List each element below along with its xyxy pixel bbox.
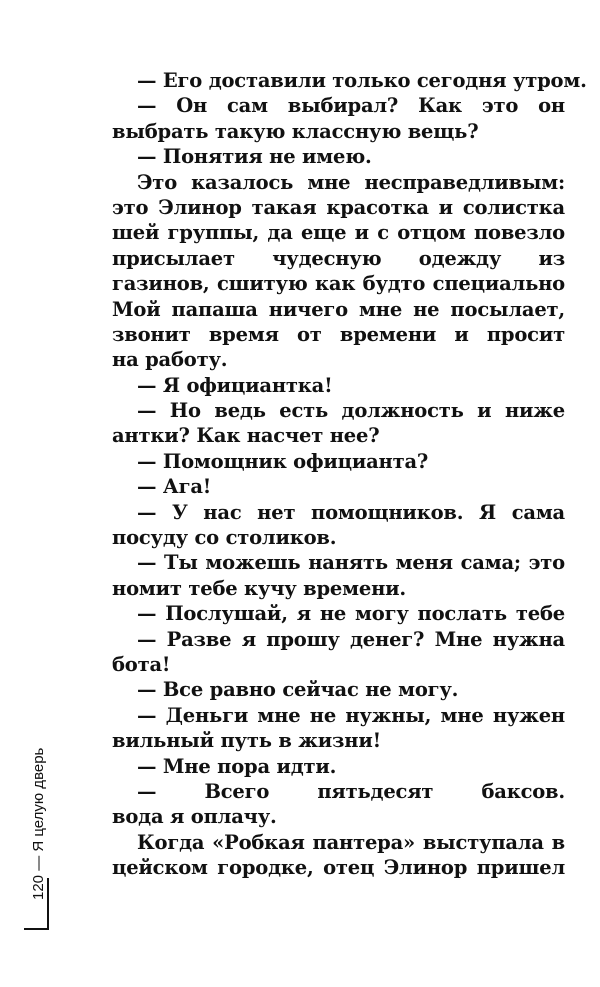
- text-line: Когда «Робкая пантера» выступала в: [137, 830, 565, 854]
- text-line: присылает чудесную одежду из: [112, 246, 565, 270]
- text-line: — Разве я прошу денег? Мне нужна: [137, 627, 565, 651]
- text-line: цейском городке, отец Элинор пришел: [112, 856, 565, 880]
- text-line: — Все равно сейчас не могу.: [137, 678, 459, 702]
- text-line: — Понятия не имею.: [137, 145, 372, 169]
- text-line: звонит время от времени и просит: [112, 322, 565, 346]
- text-line: на работу.: [112, 348, 228, 372]
- text-line: — Мне пора идти.: [137, 754, 337, 778]
- text-line: — Послушай, я не могу послать тебе: [137, 602, 565, 626]
- text-line: — Всего пятьдесят баксов.: [137, 779, 565, 803]
- text-line: — Ага!: [137, 475, 212, 499]
- text-line: — Я официантка!: [137, 373, 333, 397]
- running-head-separator: —: [30, 855, 47, 871]
- text-line: — Ты можешь нанять меня сама; это: [137, 551, 565, 575]
- text-line: антки? Как насчет нее?: [112, 424, 380, 448]
- text-line: — Помощник официанта?: [137, 449, 429, 473]
- body-text: [112, 68, 587, 881]
- text-line: шей группы, да еще и с отцом повезло: [112, 221, 565, 245]
- text-line: бота!: [112, 652, 171, 676]
- text-line: это Элинор такая красотка и солистка: [112, 195, 565, 219]
- page-bracket-horizontal: [24, 928, 49, 930]
- text-line: Это казалось мне несправедливым:: [137, 170, 565, 194]
- text-line: — Его доставили только сегодня утром.: [137, 69, 587, 92]
- text-line: посуду со столиков.: [112, 526, 337, 550]
- text-line: номит тебе кучу времени.: [112, 576, 407, 600]
- text-line: газинов, сшитую как будто специально: [112, 272, 565, 296]
- page-number: 120: [30, 874, 47, 900]
- text-line: вода я оплачу.: [112, 805, 277, 829]
- page-bracket-vertical: [47, 878, 49, 930]
- text-line: выбрать такую классную вещь?: [112, 119, 479, 143]
- book-title: Я целую дверь: [30, 747, 47, 852]
- text-line: — У нас нет помощников. Я сама: [137, 500, 565, 524]
- text-line: — Деньги мне не нужны, мне нужен: [137, 703, 565, 727]
- text-line: вильный путь в жизни!: [112, 729, 381, 753]
- text-line: — Но ведь есть должность и ниже: [137, 399, 565, 423]
- text-line: — Он сам выбирал? Как это он: [137, 94, 565, 118]
- text-line: Мой папаша ничего мне не посылает,: [112, 297, 565, 321]
- running-head: [30, 748, 47, 900]
